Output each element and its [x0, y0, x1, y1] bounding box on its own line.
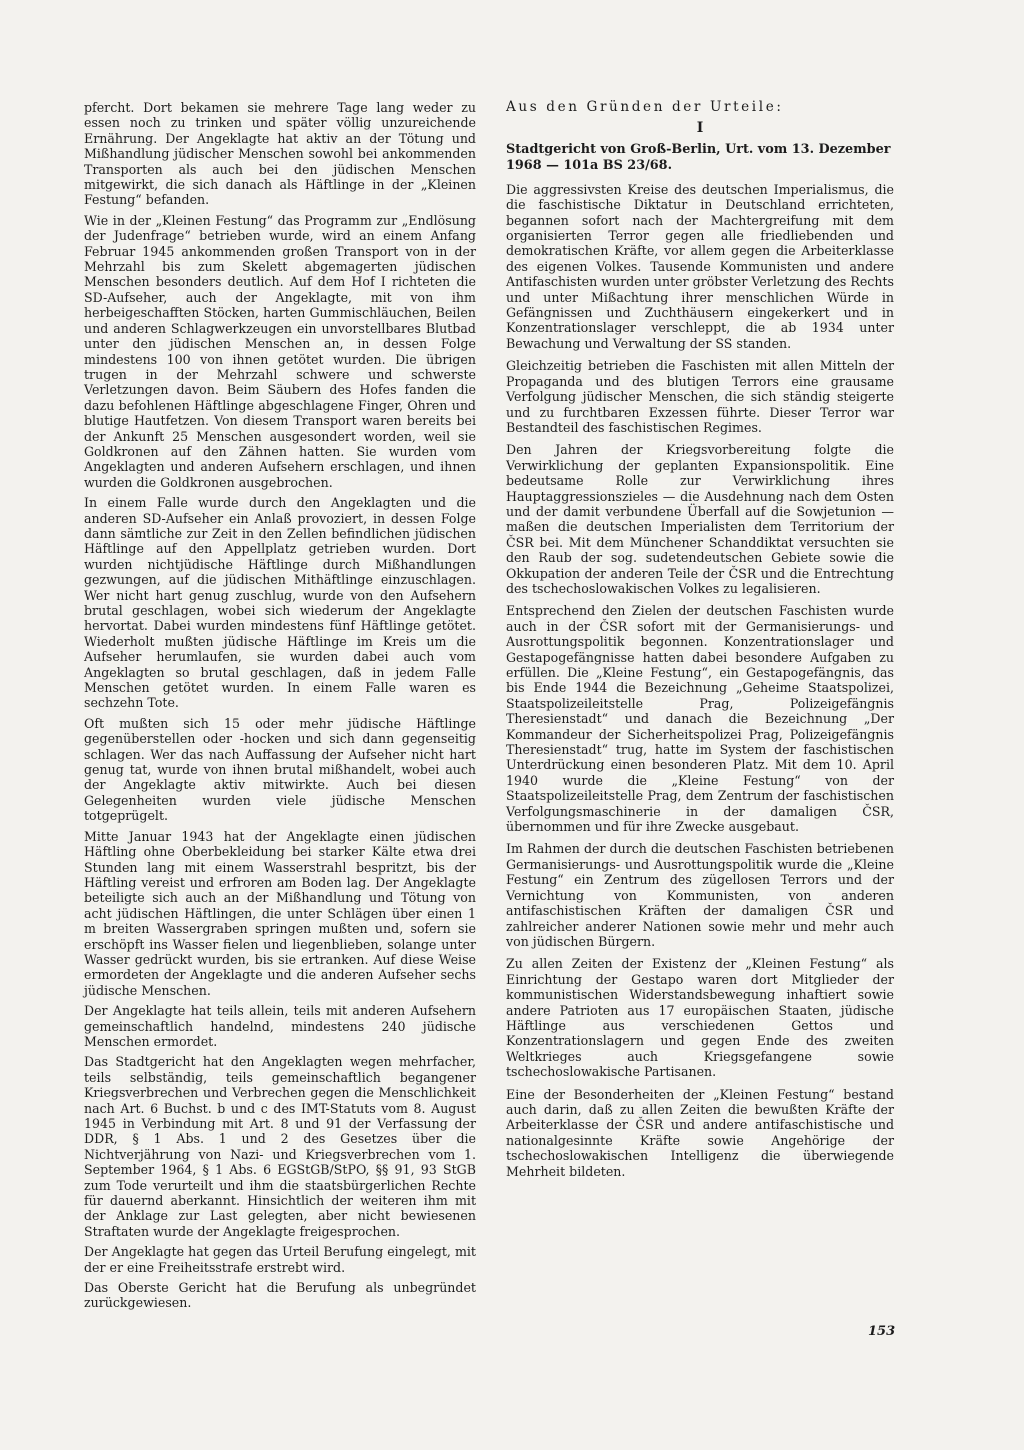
- paragraph: Der Angeklagte hat teils allein, teils mit anderen Aufsehern gemeinschaftlich handelnd, mindestens 240 jüdische Menschen ermordet.: [84, 1003, 476, 1049]
- page-number: 153: [868, 1324, 896, 1339]
- paragraph: In einem Falle wurde durch den Angeklagten und die anderen SD-Aufseher ein Anlaß provoziert, in dessen Folge dann sämtliche zur Zeit in den Zellen befindlichen jüdischen Häftlinge auf den Appellplatz getrieben wurden. Dort wurden nichtjüdische Häftlinge durch Mißhandlungen gezwungen, auf die jüdischen Mithäftlinge einzuschlagen. Wer nicht hart genug zuschlug, wurde von den Aufsehern brutal geschlagen, wobei sich wiederum der Angeklagte hervortat. Dabei wurden mindestens fünf Häftlinge getötet. Wiederholt mußten jüdische Häftlinge im Kreis um die Aufseher herumlaufen, sie wurden dabei auch vom Angeklagten so brutal geschlagen, daß in jedem Falle Menschen getötet wurden. In einem Falle waren es sechzehn Tote.: [84, 495, 476, 711]
- paragraph: Gleichzeitig betrieben die Faschisten mit allen Mitteln der Propaganda und des blutigen Terrors eine grausame Verfolgung jüdischer Menschen, die sich ständig steigerte und zu furchtbaren Exzessen führte. Dieser Terror war Bestandteil des faschistischen Regimes.: [506, 358, 894, 435]
- paragraph: Im Rahmen der durch die deutschen Faschisten betriebenen Germanisierungs- und Ausrottungspolitik wurde die „Kleine Festung“ ein Zentrum des zügellosen Terrors und der Vernichtung von Kommunisten, von anderen antifaschistischen Kräften der damaligen ČSR und zahlreicher anderer Nationen sowie mehr und mehr auch von jüdischen Bürgern.: [506, 841, 894, 949]
- left-column: [84, 100, 476, 1316]
- paragraph: Oft mußten sich 15 oder mehr jüdische Häftlinge gegenüberstellen oder -hocken und sich dann gegenseitig schlagen. Wer das nach Auffassung der Aufseher nicht hart genug tat, wurde von ihnen brutal mißhandelt, wobei auch der Angeklagte aktiv mitwirkte. Auch bei diesen Gelegenheiten wurden viele jüdische Menschen totgeprügelt.: [84, 715, 476, 824]
- paragraph: Wie in der „Kleinen Festung“ das Programm zur „Endlösung der Judenfrage“ betrieben wurde, wird an einem Anfang Februar 1945 ankommenden großen Transport von in der Mehrzahl bis zum Skelett abgemagerten jüdischen Menschen besonders deutlich. Auf dem Hof I richteten die SD-Aufseher, auch der Angeklagte, mit von ihm herbeigeschafften Stöcken, harten Gummischläuchen, Beilen und anderen Schlagwerkzeugen ein unvorstellbares Blutbad unter den jüdischen Menschen an, in dessen Folge mindestens 100 von ihnen getötet wurden. Die übrigen trugen in der Mehrzahl schwere und schwerste Verletzungen davon. Beim Säubern des Hofes fanden die dazu befohlenen Häftlinge abgeschlagene Finger, Ohren und blutige Hautfetzen. Von diesem Transport waren bereits bei der Ankunft 25 Menschen ausgesondert worden, weil sie Goldkronen auf den Zähnen hatten. Sie wurden vom Angeklagten und anderen Aufsehern erschlagen, und ihnen wurden die Goldkronen ausgebrochen.: [84, 212, 476, 490]
- paragraph: pfercht. Dort bekamen sie mehrere Tage lang weder zu essen noch zu trinken und später völlig unzureichende Ernährung. Der Angeklagte hat aktiv an der Tötung und Mißhandlung jüdischer Menschen sowohl bei ankommenden Transporten als auch bei den jüdischen Menschen mitgewirkt, die sich danach als Häftlinge in der „Kleinen Festung“ befanden.: [84, 100, 476, 208]
- paragraph: Das Stadtgericht hat den Angeklagten wegen mehrfacher, teils selbständig, teils gemeinschaftlich begangener Kriegsverbrechen und Verbrechen gegen die Menschlichkeit nach Art. 6 Buchst. b und c des IMT-Statuts vom 8. August 1945 in Verbindung mit Art. 8 und 91 der Verfassung der DDR, § 1 Abs. 1 und 2 des Gesetzes über die Nichtverjährung von Nazi- und Kriegsverbrechen vom 1. September 1964, § 1 Abs. 6 EGStGB/StPO, §§ 91, 93 StGB zum Tode verurteilt und ihm die staatsbürgerlichen Rechte für dauernd aberkannt. Hinsichtlich der weiteren ihm mit der Anklage zur Last gelegten, aber nicht bewiesenen Straftaten wurde der Angeklagte freigesprochen.: [84, 1054, 476, 1239]
- right-column: [506, 100, 894, 1186]
- paragraph: Der Angeklagte hat gegen das Urteil Berufung eingelegt, mit der er eine Freiheitsstrafe erstrebt wird.: [84, 1244, 476, 1275]
- paragraph: Zu allen Zeiten der Existenz der „Kleinen Festung“ als Einrichtung der Gestapo waren dort Mitglieder der kommunistischen Widerstandsbewegung inhaftiert sowie andere Patrioten aus 17 europäischen Staaten, jüdische Häftlinge aus verschiedenen Gettos und Konzentrationslagern und gegen Ende des zweiten Weltkrieges auch Kriegsgefangene sowie tschechoslowakische Partisanen.: [506, 956, 894, 1080]
- section-heading: Aus den Gründen der Urteile:: [506, 99, 784, 115]
- paragraph: Das Oberste Gericht hat die Berufung als unbegründet zurückgewiesen.: [84, 1280, 476, 1311]
- paragraph: Die aggressivsten Kreise des deutschen Imperialismus, die die faschistische Diktatur in Deutschland errichteten, begannen sofort nach der Machtergreifung mit dem organisierten Terror gegen alle friedliebenden und demokratischen Kräfte, vor allem gegen die Arbeiterklasse des eigenen Volkes. Tausende Kommunisten und andere Antifaschisten wurden unter gröbster Verletzung des Rechts und unter Mißachtung ihrer menschlichen Würde in Gefängnissen und Zuchthäusern eingekerkert und in Konzentrationslager verschleppt, die ab 1934 unter Bewachung und Verwaltung der SS standen.: [506, 181, 894, 351]
- paragraph: Entsprechend den Zielen der deutschen Faschisten wurde auch in der ČSR sofort mit der Germanisierungs- und Ausrottungspolitik begonnen. Konzentrationslager und Gestapogefängnisse hatten dabei besondere Aufgaben zu erfüllen. Die „Kleine Festung“, ein Gestapogefängnis, das bis Ende 1944 die Bezeichnung „Geheime Staatspolizei, Staatspolizeileitstelle Prag, Polizeigefängnis Theresienstadt“ und danach die Bezeichnung „Der Kommandeur der Sicherheitspolizei Prag, Polizeigefängnis Theresienstadt“ trug, hatte im System der faschistischen Unterdrückung einen besonderen Platz. Mit dem 10. April 1940 wurde die „Kleine Festung“ von der Staatspolizeileitstelle Prag, dem Zentrum der faschistischen Verfolgungsmaschinerie in der damaligen ČSR, übernommen und für ihre Zwecke ausgebaut.: [506, 603, 894, 835]
- court-reference: Stadtgericht von Groß-Berlin, Urt. vom 13. Dezember 1968 — 101a BS 23/68.: [506, 141, 891, 173]
- paragraph: Mitte Januar 1943 hat der Angeklagte einen jüdischen Häftling ohne Oberbekleidung bei starker Kälte etwa drei Stunden lang mit einem Wasserstrahl bespritzt, bis der Häftling vereist und erfroren am Boden lag. Der Angeklagte beteiligte sich auch an der Mißhandlung und Tötung von acht jüdischen Häftlingen, die unter Schlägen über einen 1 m breiten Wassergraben springen mußten und, sofern sie erschöpft ins Wasser fielen und liegenblieben, solange unter Wasser gedrückt wurden, bis sie ertranken. Auf diese Weise ermordeten der Angeklagte und die anderen Aufseher sechs jüdische Menschen.: [84, 828, 476, 998]
- paragraph: Eine der Besonderheiten der „Kleinen Festung“ bestand auch darin, daß zu allen Zeiten die bewußten Kräfte der Arbeiterklasse der ČSR und andere antifaschistische und nationalgesinnte Kräfte sowie Angehörige der tschechoslowakischen Intelligenz die überwiegende Mehrheit bildeten.: [506, 1086, 894, 1179]
- paragraph: Den Jahren der Kriegsvorbereitung folgte die Verwirklichung der geplanten Expansionspolitik. Eine bedeutsame Rolle zur Verwirklichung ihres Hauptaggressionszieles — die Ausdehnung nach dem Osten und der damit verbundene Überfall auf die Sowjetunion — maßen die deutschen Imperialisten dem Territorium der ČSR bei. Mit dem Münchener Schanddiktat versuchten sie den Raub der sog. sudetendeutschen Gebiete sowie die Okkupation der anderen Teile der ČSR und die Entrechtung des tschechoslowakischen Volkes zu legalisieren.: [506, 442, 894, 596]
- roman-numeral: I: [696, 120, 704, 137]
